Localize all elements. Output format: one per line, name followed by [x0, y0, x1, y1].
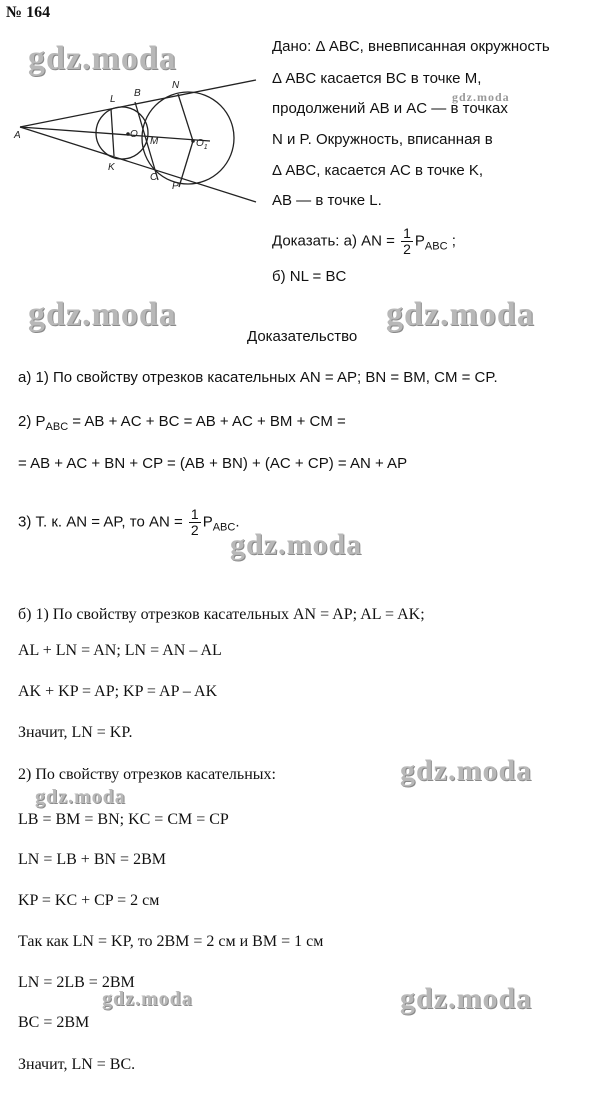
part-b-line-9: Так как LN = KP, то 2BM = 2 см и BM = 1 см: [18, 933, 324, 950]
line4-perimeter-letter: P: [202, 513, 213, 531]
fraction-denominator: 2: [403, 241, 411, 257]
part-b-line-1: б) 1) По свойству отрезков касательных AN = AP; AL = AK;: [18, 606, 425, 623]
part-b-line-2: AL + LN = AN; LN = AN – AL: [18, 642, 222, 659]
label-b: B: [134, 88, 141, 99]
label-k: K: [108, 162, 115, 173]
given-line-4: N и P. Окружность, вписанная в: [272, 131, 493, 148]
line4-end: .: [235, 513, 240, 531]
part-a-line-2-sub: ABC: [45, 421, 69, 433]
part-a-line-3: = AB + AC + BN + CP = (AB + BN) + (AC + CP) = AN + AP: [18, 455, 408, 472]
part-a-line-4-prefix: 3) Т. к. AN = AP, то AN =: [18, 513, 183, 531]
watermark: gdz.moda: [230, 528, 363, 561]
ray-ac: [20, 127, 256, 202]
part-a-line-2-rest: = AB + AC + BC = AB + AC + BM + CM =: [68, 413, 346, 430]
label-o1-sub: 1: [203, 144, 208, 151]
part-b-line-12: Значит, LN = BC.: [18, 1056, 136, 1073]
part-a-line-4: [18, 507, 240, 538]
part-a-line-2: [18, 413, 346, 433]
part-b-line-10: LN = 2LB = 2BM: [18, 974, 135, 991]
watermark: gdz.moda: [386, 296, 535, 333]
part-a-line-1: а) 1) По свойству отрезков касательных AN = AP; BN = BM, CM = CP.: [18, 369, 498, 386]
segment-n-o1: [178, 94, 193, 141]
point-o1: [191, 139, 195, 143]
prove-b: б) NL = BC: [272, 268, 347, 285]
geometry-figure: [10, 72, 260, 212]
watermark: gdz.moda: [28, 296, 177, 333]
label-m: M: [150, 136, 159, 147]
perimeter-sub: ABC: [424, 240, 448, 253]
line4-perimeter-sub: ABC: [212, 521, 236, 534]
given-line-1: Дано: Δ ABC, вневписанная окружность: [272, 38, 550, 55]
part-b-line-8: KP = KC + CP = 2 см: [18, 892, 160, 909]
part-a-line-4-fraction: [189, 507, 201, 538]
label-o: O: [130, 129, 138, 140]
label-c: C: [150, 172, 158, 183]
label-p: P: [172, 181, 179, 192]
line4-fraction-numerator: 1: [190, 506, 199, 522]
given-line-2: Δ ABC касается BC в точке M,: [272, 70, 482, 87]
watermark: gdz.moda: [28, 40, 177, 77]
part-b-line-3: AK + KP = AP; KP = AP – AK: [18, 683, 218, 700]
segment-lk: [111, 109, 114, 156]
part-b-line-5: 2) По свойству отрезков касательных:: [18, 766, 276, 783]
prove-a: [272, 226, 456, 257]
watermark: gdz.moda: [35, 786, 126, 808]
watermark: gdz.moda: [400, 754, 533, 787]
part-b-line-7: LN = LB + BN = 2BM: [18, 851, 166, 868]
given-line-6: AB — в точке L.: [272, 192, 382, 209]
prove-a-prefix: Доказать: а) AN =: [272, 232, 395, 250]
label-o1-letter: O: [196, 138, 204, 149]
label-n: N: [172, 80, 180, 91]
part-b-line-4: Значит, LN = KP.: [18, 724, 133, 741]
problem-number: № 164: [6, 4, 51, 21]
label-o1: [196, 138, 208, 151]
line4-fraction-denominator: 2: [190, 522, 199, 538]
part-b-line-11: BC = 2BM: [18, 1014, 90, 1031]
watermark: gdz.moda: [102, 988, 193, 1010]
label-a: A: [14, 130, 21, 141]
given-line-5: Δ ABC, касается AC в точке K,: [272, 162, 484, 179]
proof-heading: Доказательство: [247, 328, 358, 345]
given-line-3: продолжений AB и AC — в точках: [272, 100, 508, 117]
fraction-numerator: 1: [403, 225, 411, 241]
line-a-o1: [20, 127, 210, 141]
watermark: gdz.moda: [452, 90, 510, 104]
watermark: gdz.moda: [400, 982, 533, 1015]
prove-a-suffix: ;: [451, 232, 456, 250]
part-b-line-6: LB = BM = BN; KC = CM = CP: [18, 811, 229, 828]
label-l: L: [110, 94, 116, 105]
perimeter-letter: P: [414, 232, 425, 250]
part-a-line-2-prefix: 2) P: [18, 413, 46, 430]
prove-a-fraction: [401, 226, 413, 257]
